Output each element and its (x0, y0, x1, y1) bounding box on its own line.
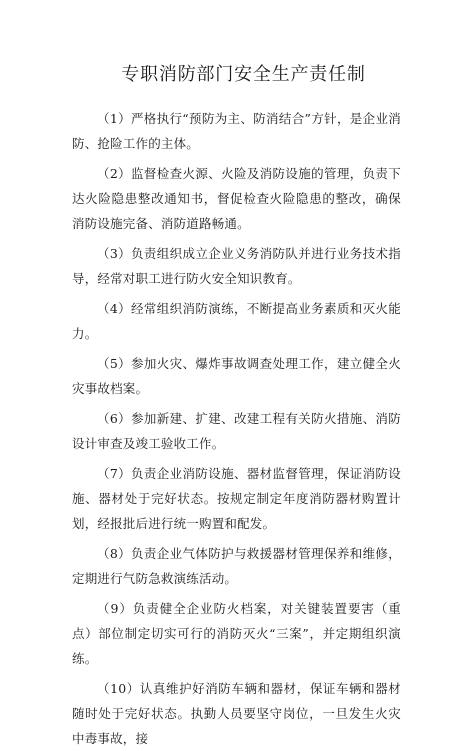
list-item: （1）严格执行“预防为主、防消结合”方针，是企业消防、抢险工作的主体。 (72, 111, 401, 151)
list-item: （3）负责组织成立企业义务消防队并进行业务技术指导，经常对职工进行防火安全知识教育。 (72, 246, 401, 286)
document-title: 专职消防部门安全生产责任制 (121, 64, 366, 85)
list-item: （6）参加新建、扩建、改建工程有关防火措施、消防设计审查及竣工验收工作。 (72, 411, 401, 451)
list-item: （7）负责企业消防设施、器材监督管理，保证消防设施、器材处于完好状态。按规定制定年度消防器材购置计划，经报批后进行统一购置和配发。 (72, 466, 401, 531)
list-item: （8）负责企业气体防护与救援器材管理保养和维修，定期进行气防急救演练活动。 (72, 546, 401, 586)
list-item: （2）监督检查火源、火险及消防设施的管理，负责下达火险隐患整改通知书，督促检查火险隐患的整改，确保消防设施完备、消防道路畅通。 (72, 166, 401, 231)
list-item: （9）负责健全企业防火档案，对关键装置要害（重点）部位制定切实可行的消防灭火“三案”，并定期组织演练。 (72, 601, 401, 666)
list-item: （4）经常组织消防演练，不断提高业务素质和灭火能力。 (72, 301, 401, 341)
responsibility-list (72, 106, 401, 751)
list-item: （10）认真维护好消防车辆和器材，保证车辆和器材随时处于完好状态。执勤人员要坚守岗位，一旦发生火灾中毒事故，接 (72, 681, 401, 746)
list-item: （5）参加火灾、爆炸事故调查处理工作，建立健全火灾事故档案。 (72, 356, 401, 396)
